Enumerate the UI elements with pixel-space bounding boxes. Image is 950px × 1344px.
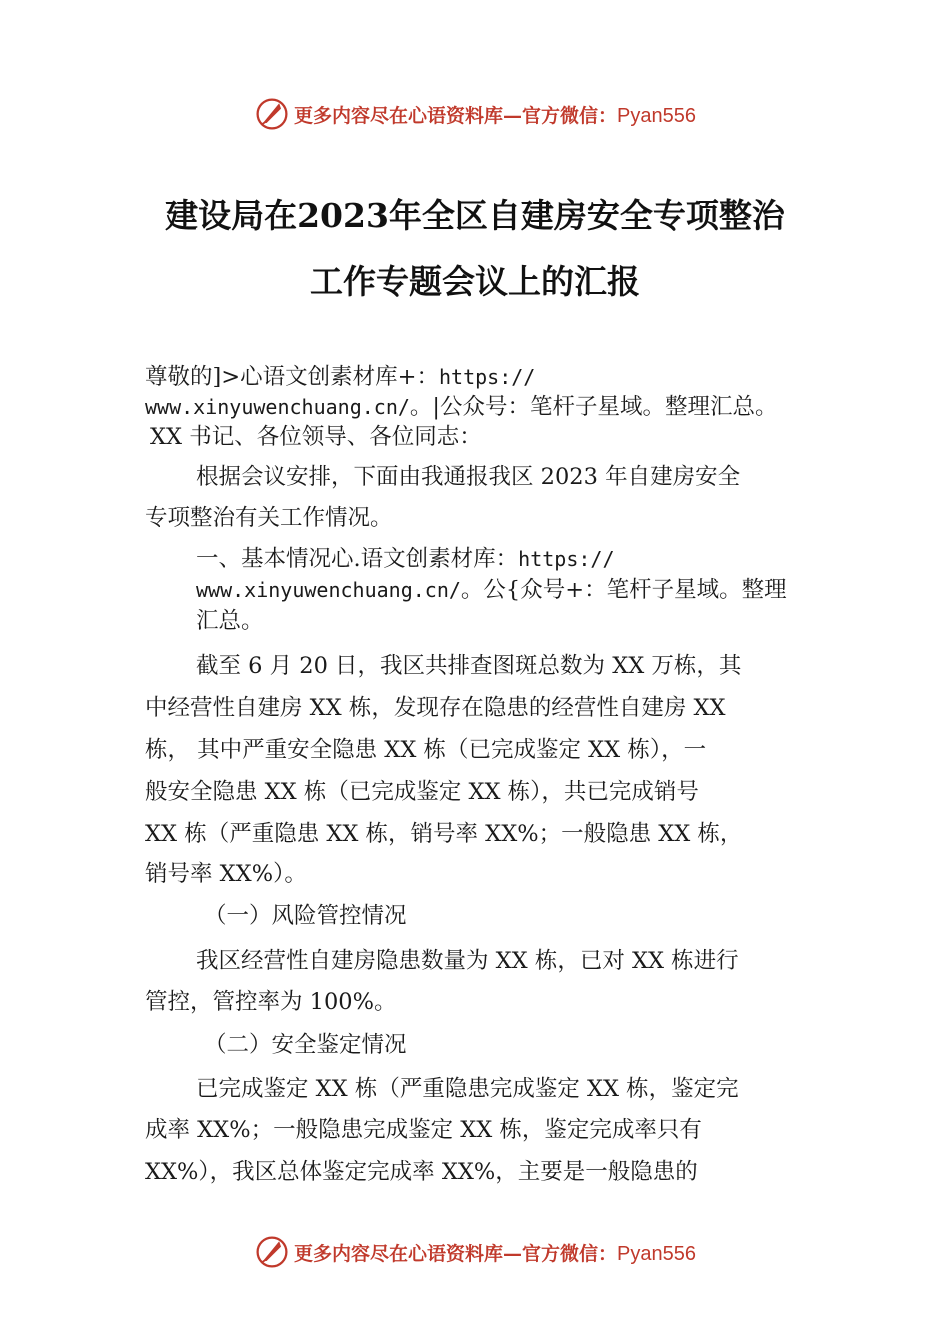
section-1-heading-line-2: www.xinyuwenchuang.cn/。公{众号+：笔杆子星域。整理 xyxy=(196,577,787,603)
salutation-line-3: XX 书记、各位领导、各位同志： xyxy=(150,424,482,450)
quill-logo-icon xyxy=(254,1234,290,1270)
para-1-line-1: 截至 6 月 20 日，我区共排查图斑总数为 XX 万栋，其 xyxy=(196,653,742,679)
banner-label: 更多内容尽在心语资料库—官方微信：Pyan556 xyxy=(294,104,696,127)
section-1-heading-line-3: 汇总。 xyxy=(196,608,264,634)
intro-line-2: 专项整治有关工作情况。 xyxy=(145,505,393,531)
subsection-1-heading: （一）风险管控情况 xyxy=(204,903,407,929)
header-banner xyxy=(0,94,950,134)
footer-banner xyxy=(0,1232,950,1272)
salutation-line-1: 尊敬的]>心语文创素材库+：https:// xyxy=(145,364,536,390)
para-1-line-5: XX 栋（严重隐患 XX 栋，销号率 XX%；一般隐患 XX 栋， xyxy=(145,821,743,847)
banner-wechat-id: Pyan556 xyxy=(617,104,696,127)
para-2-line-1: 我区经营性自建房隐患数量为 XX 栋，已对 XX 栋进行 xyxy=(196,948,739,974)
banner-label: 更多内容尽在心语资料库—官方微信：Pyan556 xyxy=(294,1242,696,1265)
para-1-line-4: 般安全隐患 XX 栋（已完成鉴定 XX 栋），共已完成销号 xyxy=(145,779,699,805)
section-1-heading-line-1: 一、基本情况心.语文创素材库：https:// xyxy=(196,546,615,572)
quill-logo-icon xyxy=(254,96,290,132)
para-1-line-2: 中经营性自建房 XX 栋，发现存在隐患的经营性自建房 XX xyxy=(145,695,726,721)
para-1-line-3: 栋， 其中严重安全隐患 XX 栋（已完成鉴定 XX 栋），一 xyxy=(145,737,707,763)
salutation-line-2: www.xinyuwenchuang.cn/。|公众号：笔杆子星域。整理汇总。 xyxy=(145,394,778,420)
para-1-line-6: 销号率 XX%）。 xyxy=(145,861,307,887)
subsection-2-heading: （二）安全鉴定情况 xyxy=(204,1032,407,1058)
para-2-line-2: 管控，管控率为 100%。 xyxy=(145,989,397,1015)
document-title-line-1: 建设局在2023年全区自建房安全专项整治 xyxy=(165,196,785,235)
para-3-line-2: 成率 XX%；一般隐患完成鉴定 XX 栋，鉴定完成率只有 xyxy=(145,1117,702,1143)
banner-wechat-id: Pyan556 xyxy=(617,1242,696,1265)
para-3-line-1: 已完成鉴定 XX 栋（严重隐患完成鉴定 XX 栋，鉴定完 xyxy=(196,1076,739,1102)
document-title-line-2: 工作专题会议上的汇报 xyxy=(310,262,640,301)
para-3-line-3: XX%），我区总体鉴定完成率 XX%，主要是一般隐患的 xyxy=(145,1159,698,1185)
intro-line-1: 根据会议安排，下面由我通报我区 2023 年自建房安全 xyxy=(196,464,741,490)
